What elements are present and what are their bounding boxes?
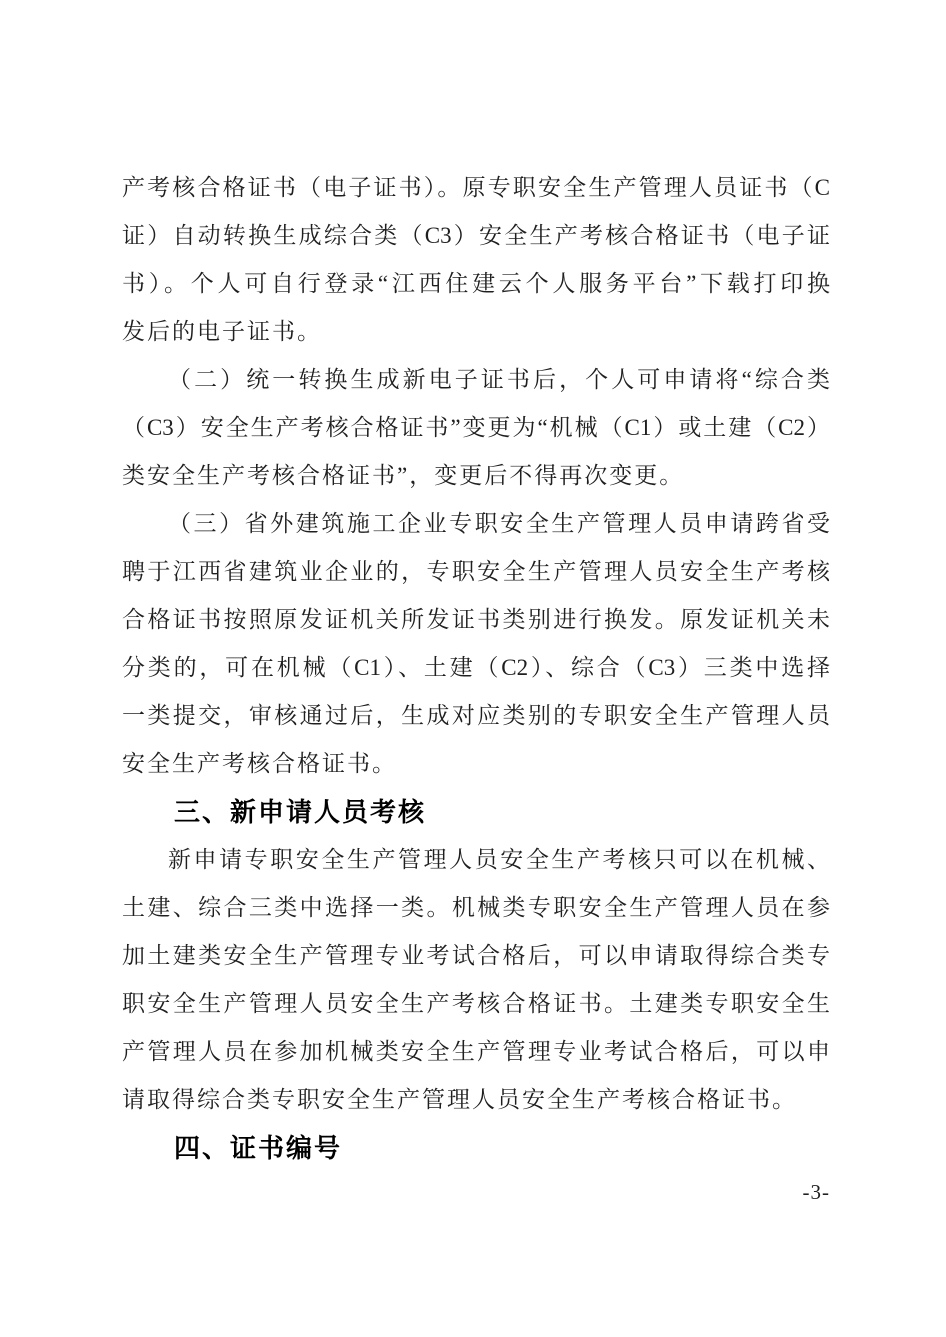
body-text-line: 证）自动转换生成综合类（C3）安全生产考核合格证书（电子证 <box>122 223 830 248</box>
section-heading: 四、证书编号 <box>174 1133 343 1163</box>
body-text-line: 产考核合格证书（电子证书）。原专职安全生产管理人员证书（C <box>122 175 830 200</box>
body-text-line: （C3）安全生产考核合格证书”变更为“机械（C1）或土建（C2） <box>122 415 830 440</box>
page-number: -3- <box>802 1180 830 1204</box>
body-text-line: 新申请专职安全生产管理人员安全生产考核只可以在机械、 <box>168 847 830 872</box>
body-text-line: 合格证书按照原发证机关所发证书类别进行换发。原发证机关未 <box>122 607 830 632</box>
body-text-line: 一类提交，审核通过后，生成对应类别的专职安全生产管理人员 <box>122 703 830 728</box>
body-text-line: 分类的，可在机械（C1）、土建（C2）、综合（C3）三类中选择 <box>122 655 830 680</box>
body-text-line: 发后的电子证书。 <box>122 319 322 344</box>
body-text-line: （三）省外建筑施工企业专职安全生产管理人员申请跨省受 <box>168 511 830 536</box>
document-body <box>122 164 830 1172</box>
body-text-line: 安全生产考核合格证书。 <box>122 751 397 776</box>
body-text-line: 类安全生产考核合格证书”，变更后不得再次变更。 <box>122 463 685 488</box>
body-text-line: 请取得综合类专职安全生产管理人员安全生产考核合格证书。 <box>122 1087 797 1112</box>
section-heading: 三、新申请人员考核 <box>174 797 427 827</box>
body-text-line: 加土建类安全生产管理专业考试合格后，可以申请取得综合类专 <box>122 943 830 968</box>
body-text-line: （二）统一转换生成新电子证书后，个人可申请将“综合类 <box>168 367 830 392</box>
body-text-line: 产管理人员在参加机械类安全生产管理专业考试合格后，可以申 <box>122 1039 830 1064</box>
body-text-line: 职安全生产管理人员安全生产考核合格证书。土建类专职安全生 <box>122 991 830 1016</box>
body-text-line: 聘于江西省建筑业企业的，专职安全生产管理人员安全生产考核 <box>122 559 830 584</box>
body-text-line: 书）。个人可自行登录“江西住建云个人服务平台”下载打印换 <box>122 271 830 296</box>
body-text-line: 土建、综合三类中选择一类。机械类专职安全生产管理人员在参 <box>122 895 830 920</box>
